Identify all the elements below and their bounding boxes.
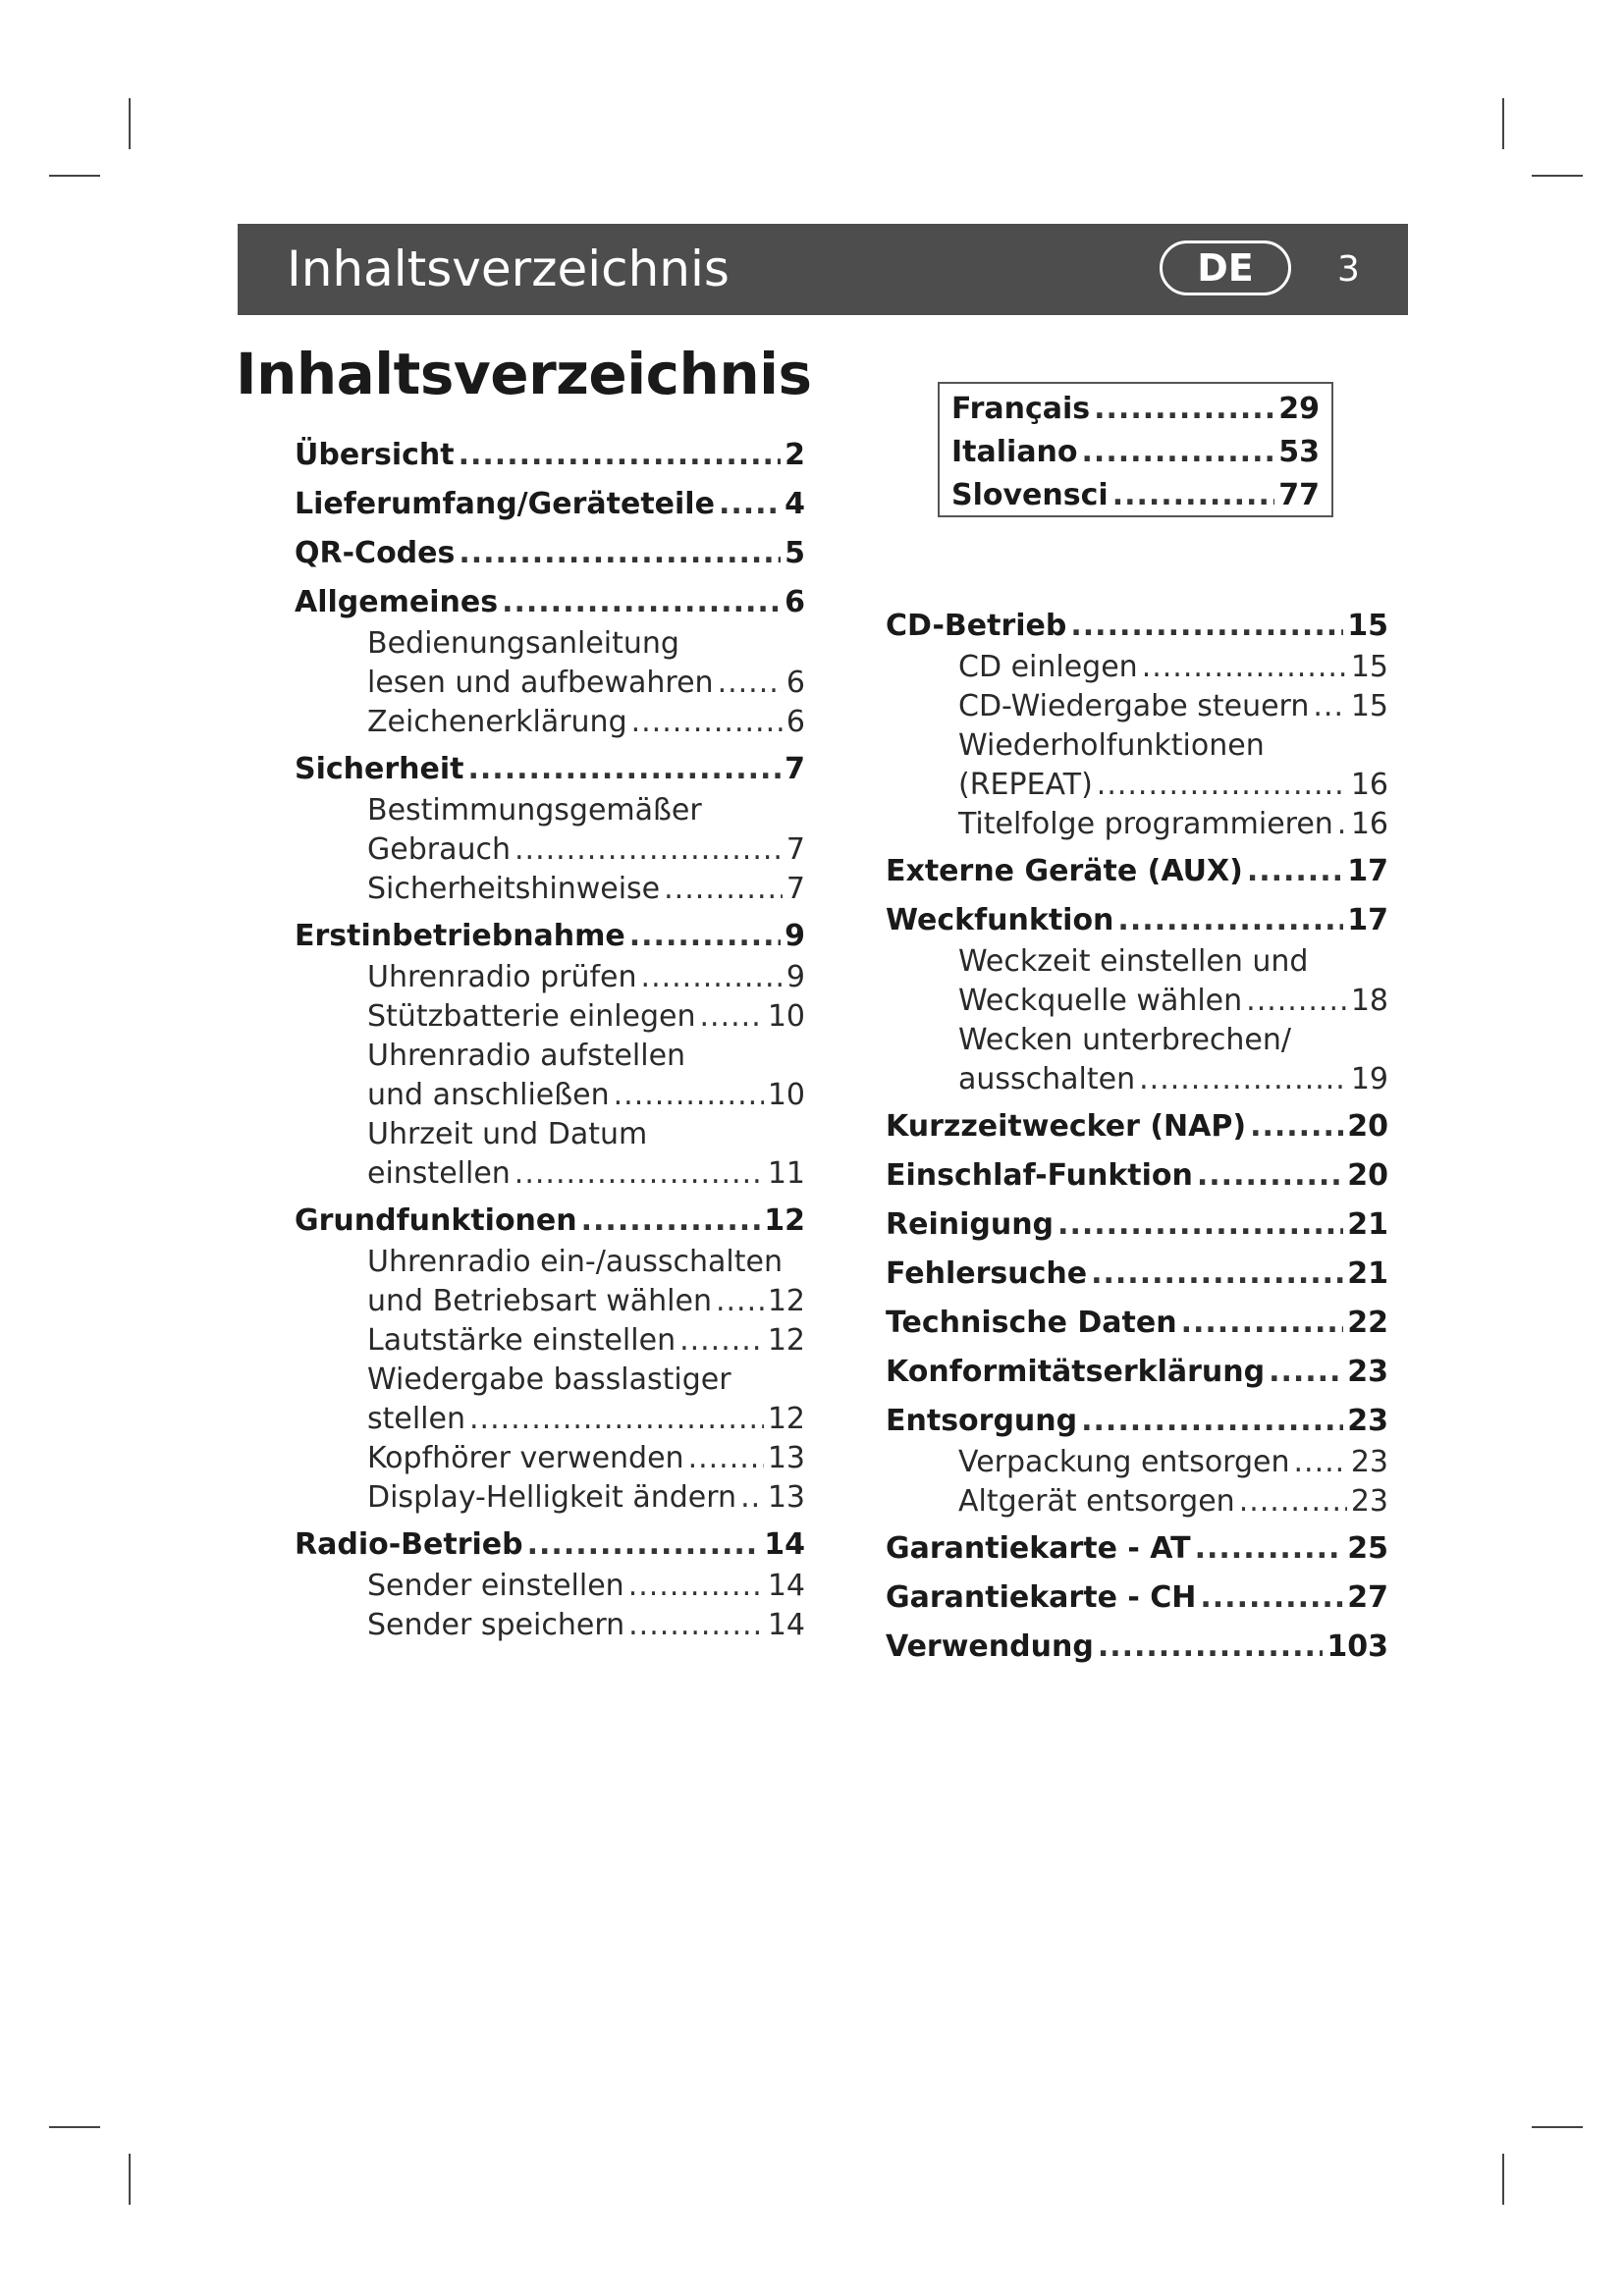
toc-entry-line: Uhrzeit und Datum [367, 1117, 648, 1151]
dot-leader [1098, 1626, 1324, 1669]
crop-mark [1532, 175, 1583, 177]
dot-leader [1082, 431, 1275, 474]
toc-page-number: 18 [1350, 984, 1388, 1018]
toc-entry-title: Altgerät entsorgen [958, 1484, 1235, 1519]
dot-leader [700, 997, 764, 1037]
toc-subentry[interactable] [886, 1443, 1388, 1482]
toc-entry-line: Uhrenradio aufstellen [367, 1039, 686, 1073]
toc-entry-title: (REPEAT) [958, 768, 1093, 802]
dot-leader [1112, 474, 1275, 517]
toc-page-number: 23 [1350, 1445, 1388, 1479]
toc-page-number: 15 [1350, 689, 1388, 723]
toc-page-number: 27 [1347, 1580, 1388, 1615]
toc-page-number: 22 [1347, 1306, 1388, 1340]
toc-entry-title: Radio-Betrieb [295, 1527, 523, 1562]
toc-entry-title: Lautstärke einstellen [367, 1323, 677, 1358]
toc-entry-title: Einschlaf-Funktion [886, 1158, 1193, 1193]
dot-leader [631, 703, 783, 742]
toc-entry-title: Garantiekarte - AT [886, 1531, 1191, 1566]
dot-leader [502, 581, 781, 624]
toc-entry-title: Garantiekarte - CH [886, 1580, 1197, 1615]
toc-chapter-entry[interactable] [886, 1154, 1388, 1198]
toc-page-number: 6 [785, 666, 805, 700]
toc-page-number: 11 [767, 1156, 805, 1191]
toc-page-number: 7 [785, 832, 805, 867]
toc-entry-title: Sicherheit [295, 752, 464, 786]
toc-entry-title: Grundfunktionen [295, 1203, 577, 1238]
toc-chapter-entry[interactable] [295, 1200, 805, 1243]
dot-leader [1337, 805, 1347, 844]
toc-entry-title: Sender einstellen [367, 1569, 624, 1603]
toc-subentry[interactable] [295, 997, 805, 1037]
toc-page-number: 7 [785, 752, 805, 786]
toc-page-number: 13 [767, 1480, 805, 1515]
toc-entry-title: Zeichenerklärung [367, 705, 627, 739]
toc-chapter-entry[interactable] [295, 1523, 805, 1567]
toc-page-number: 16 [1350, 807, 1388, 841]
toc-page-number: 9 [785, 960, 805, 994]
dot-leader [514, 1154, 764, 1194]
toc-page-number: 14 [767, 1569, 805, 1603]
language-badge: DE [1160, 240, 1291, 295]
toc-entry-title: Verwendung [886, 1629, 1094, 1664]
toc-page-number: 6 [785, 705, 805, 739]
toc-subentry[interactable] [886, 766, 1388, 805]
toc-subentry[interactable] [295, 664, 805, 703]
dot-leader [614, 1076, 764, 1115]
toc-entry-title: Gebrauch [367, 832, 511, 867]
toc-subentry[interactable] [886, 687, 1388, 726]
toc-page-number: 12 [764, 1203, 805, 1238]
toc-page-number: 77 [1278, 478, 1320, 512]
toc-entry-title: Technische Daten [886, 1306, 1177, 1340]
dot-leader [581, 1200, 761, 1243]
toc-entry-title: Verpackung entsorgen [958, 1445, 1290, 1479]
toc-entry-title: und anschließen [367, 1078, 610, 1112]
dot-leader [1247, 850, 1343, 893]
toc-entry-title: ausschalten [958, 1062, 1136, 1096]
toc-entry-title: Allgemeines [295, 585, 499, 619]
toc-chapter-entry[interactable] [295, 532, 805, 575]
dot-leader [1200, 1576, 1343, 1620]
toc-entry-title: CD einlegen [958, 650, 1138, 684]
crop-mark [49, 2126, 100, 2128]
dot-leader [1239, 1482, 1347, 1522]
page-number: 3 [1337, 249, 1360, 290]
toc-subentry[interactable] [295, 870, 805, 909]
toc-entry-line: Uhrenradio ein-/ausschalten [367, 1245, 783, 1279]
toc-chapter-entry[interactable] [951, 388, 1320, 431]
crop-mark [49, 175, 100, 177]
toc-subentry[interactable] [295, 1076, 805, 1115]
toc-entry-title: QR-Codes [295, 536, 456, 570]
toc-chapter-entry[interactable] [886, 1351, 1388, 1394]
toc-page-number: 12 [767, 1402, 805, 1436]
toc-chapter-entry[interactable] [295, 915, 805, 958]
toc-chapter-entry[interactable] [951, 474, 1320, 517]
dot-leader [1097, 766, 1347, 805]
toc-subentry[interactable] [886, 805, 1388, 844]
language-index-box [938, 382, 1333, 517]
toc-entry-title: Übersicht [295, 438, 455, 472]
toc-subentry[interactable] [295, 1282, 805, 1321]
toc-subentry[interactable] [886, 648, 1388, 687]
toc-entry-title: Weckquelle wählen [958, 984, 1243, 1018]
toc-entry-title: Italiano [951, 435, 1078, 469]
toc-chapter-entry[interactable] [886, 850, 1388, 893]
dot-leader [688, 1439, 764, 1478]
toc-entry-title: Erstinbetriebnahme [295, 919, 625, 953]
toc-chapter-entry[interactable] [886, 1626, 1388, 1669]
toc-chapter-entry[interactable] [295, 581, 805, 624]
toc-entry-title: Slovensci [951, 478, 1109, 512]
dot-leader [641, 958, 783, 997]
header-title: Inhaltsverzeichnis [287, 240, 730, 297]
toc-entry-title: CD-Wiedergabe steuern [958, 689, 1310, 723]
dot-leader [459, 532, 781, 575]
dot-leader [664, 870, 783, 909]
toc-entry-title: Weckfunktion [886, 903, 1114, 937]
toc-chapter-entry[interactable] [886, 1576, 1388, 1620]
toc-entry-title: Entsorgung [886, 1404, 1078, 1438]
toc-entry-title: Reinigung [886, 1207, 1055, 1242]
toc-subentry[interactable] [886, 982, 1388, 1021]
toc-subentry[interactable] [295, 1478, 805, 1518]
toc-page-number: 12 [767, 1284, 805, 1318]
toc-page-number: 6 [785, 585, 805, 619]
dot-leader [1294, 1443, 1347, 1482]
toc-page-number: 17 [1347, 854, 1388, 888]
toc-subentry[interactable] [886, 1482, 1388, 1522]
toc-subentry[interactable] [295, 1567, 805, 1606]
toc-subentry[interactable] [295, 703, 805, 742]
toc-entry-title: Titelfolge programmieren [958, 807, 1333, 841]
dot-leader [1313, 687, 1346, 726]
toc-entry-title: Français [951, 392, 1091, 426]
toc-entry-title: Kurzzeitwecker (NAP) [886, 1109, 1247, 1144]
toc-entry-title: Display-Helligkeit ändern [367, 1480, 737, 1515]
toc-page-number: 10 [767, 999, 805, 1034]
dot-leader [716, 1282, 764, 1321]
dot-leader [629, 915, 781, 958]
dot-leader [1091, 1253, 1343, 1296]
dot-leader [1181, 1302, 1344, 1345]
toc-entry-title: lesen und aufbewahren [367, 666, 714, 700]
dot-leader [628, 1567, 764, 1606]
toc-page-number: 9 [785, 919, 805, 953]
toc-entry-title: stellen [367, 1402, 465, 1436]
dot-leader [1197, 1154, 1343, 1198]
toc-entry-title: Externe Geräte (AUX) [886, 854, 1243, 888]
toc-entry-line: Weckzeit einstellen und [958, 944, 1309, 979]
toc-entry-title: Stützbatterie einlegen [367, 999, 696, 1034]
dot-leader [1269, 1351, 1343, 1394]
toc-page-number: 15 [1347, 609, 1388, 643]
toc-subentry[interactable] [886, 1060, 1388, 1099]
toc-subentry[interactable] [295, 1400, 805, 1439]
toc-chapter-entry[interactable] [295, 434, 805, 477]
toc-entry-line: Wiederholfunktionen [958, 728, 1265, 763]
toc-page-number: 12 [767, 1323, 805, 1358]
crop-mark [129, 2154, 131, 2205]
dot-leader [1142, 648, 1347, 687]
toc-page-number: 20 [1347, 1158, 1388, 1193]
dot-leader [469, 1400, 764, 1439]
dot-leader [1195, 1527, 1344, 1571]
dot-leader [1250, 1105, 1343, 1148]
dot-leader [1070, 605, 1343, 648]
toc-page-number: 5 [785, 536, 805, 570]
toc-chapter-entry[interactable] [886, 1400, 1388, 1443]
crop-mark [1502, 2154, 1504, 2205]
toc-page-number: 4 [785, 487, 805, 521]
toc-page-number: 20 [1347, 1109, 1388, 1144]
dot-leader [459, 434, 782, 477]
toc-page-number: 10 [767, 1078, 805, 1112]
toc-page-number: 53 [1278, 435, 1320, 469]
dot-leader [740, 1478, 764, 1518]
toc-right-column [886, 599, 1388, 1669]
toc-chapter-entry[interactable] [886, 605, 1388, 648]
toc-entry-title: Fehlersuche [886, 1256, 1088, 1291]
dot-leader [1246, 982, 1347, 1021]
toc-chapter-entry[interactable] [295, 748, 805, 791]
toc-chapter-entry[interactable] [886, 1302, 1388, 1345]
toc-entry-title: Konformitätserklärung [886, 1355, 1266, 1389]
toc-left-column [295, 428, 805, 1645]
toc-chapter-entry[interactable] [886, 1253, 1388, 1296]
toc-subentry[interactable] [295, 830, 805, 870]
toc-entry-title: Sicherheitshinweise [367, 872, 661, 906]
toc-chapter-entry[interactable] [886, 1203, 1388, 1247]
toc-subentry[interactable] [295, 1439, 805, 1478]
toc-page-number: 7 [785, 872, 805, 906]
toc-chapter-entry[interactable] [886, 899, 1388, 942]
toc-page-number: 17 [1347, 903, 1388, 937]
toc-entry-line: Bedienungsanleitung [367, 626, 679, 661]
crop-mark [1532, 2126, 1583, 2128]
dot-leader [679, 1321, 764, 1361]
toc-entry-title: Kopfhörer verwenden [367, 1441, 684, 1475]
dot-leader [527, 1523, 761, 1567]
toc-page-number: 103 [1326, 1629, 1388, 1664]
dot-leader [718, 664, 783, 703]
toc-entry-title: Sender speichern [367, 1608, 625, 1642]
toc-page-number: 21 [1347, 1207, 1388, 1242]
toc-entry-title: CD-Betrieb [886, 609, 1067, 643]
toc-page-number: 29 [1278, 392, 1320, 426]
dot-leader [628, 1606, 764, 1645]
toc-page-number: 16 [1350, 768, 1388, 802]
toc-subentry[interactable] [295, 1321, 805, 1361]
crop-mark [129, 98, 131, 149]
toc-page-number: 14 [767, 1608, 805, 1642]
dot-leader [1057, 1203, 1343, 1247]
toc-page-number: 15 [1350, 650, 1388, 684]
toc-page-number: 25 [1347, 1531, 1388, 1566]
toc-page-number: 21 [1347, 1256, 1388, 1291]
toc-page-number: 2 [785, 438, 805, 472]
dot-leader [1139, 1060, 1347, 1099]
toc-entry-line: Bestimmungsgemäßer [367, 793, 702, 828]
toc-page-number: 13 [767, 1441, 805, 1475]
dot-leader [719, 483, 781, 526]
toc-entry-title: und Betriebsart wählen [367, 1284, 712, 1318]
dot-leader [1117, 899, 1343, 942]
toc-page-number: 23 [1350, 1484, 1388, 1519]
toc-chapter-entry[interactable] [295, 483, 805, 526]
dot-leader [1094, 388, 1274, 431]
toc-entry-title: Lieferumfang/Geräteteile [295, 487, 715, 521]
toc-chapter-entry[interactable] [951, 431, 1320, 474]
toc-page-number: 23 [1347, 1355, 1388, 1389]
header-bar [238, 224, 1408, 315]
toc-subentry[interactable] [295, 1606, 805, 1645]
toc-entry-title: einstellen [367, 1156, 511, 1191]
toc-subentry[interactable] [295, 958, 805, 997]
dot-leader [468, 748, 782, 791]
crop-mark [1502, 98, 1504, 149]
toc-entry-title: Uhrenradio prüfen [367, 960, 637, 994]
toc-entry-line: Wiedergabe basslastiger [367, 1362, 731, 1397]
dot-leader [514, 830, 783, 870]
toc-page-number: 23 [1347, 1404, 1388, 1438]
toc-page-number: 14 [764, 1527, 805, 1562]
toc-page-number: 19 [1350, 1062, 1388, 1096]
toc-entry-line: Wecken unterbrechen/ [958, 1023, 1292, 1057]
page-title: Inhaltsverzeichnis [236, 341, 812, 407]
toc-subentry[interactable] [295, 1154, 805, 1194]
toc-chapter-entry[interactable] [886, 1527, 1388, 1571]
dot-leader [1081, 1400, 1343, 1443]
toc-chapter-entry[interactable] [886, 1105, 1388, 1148]
